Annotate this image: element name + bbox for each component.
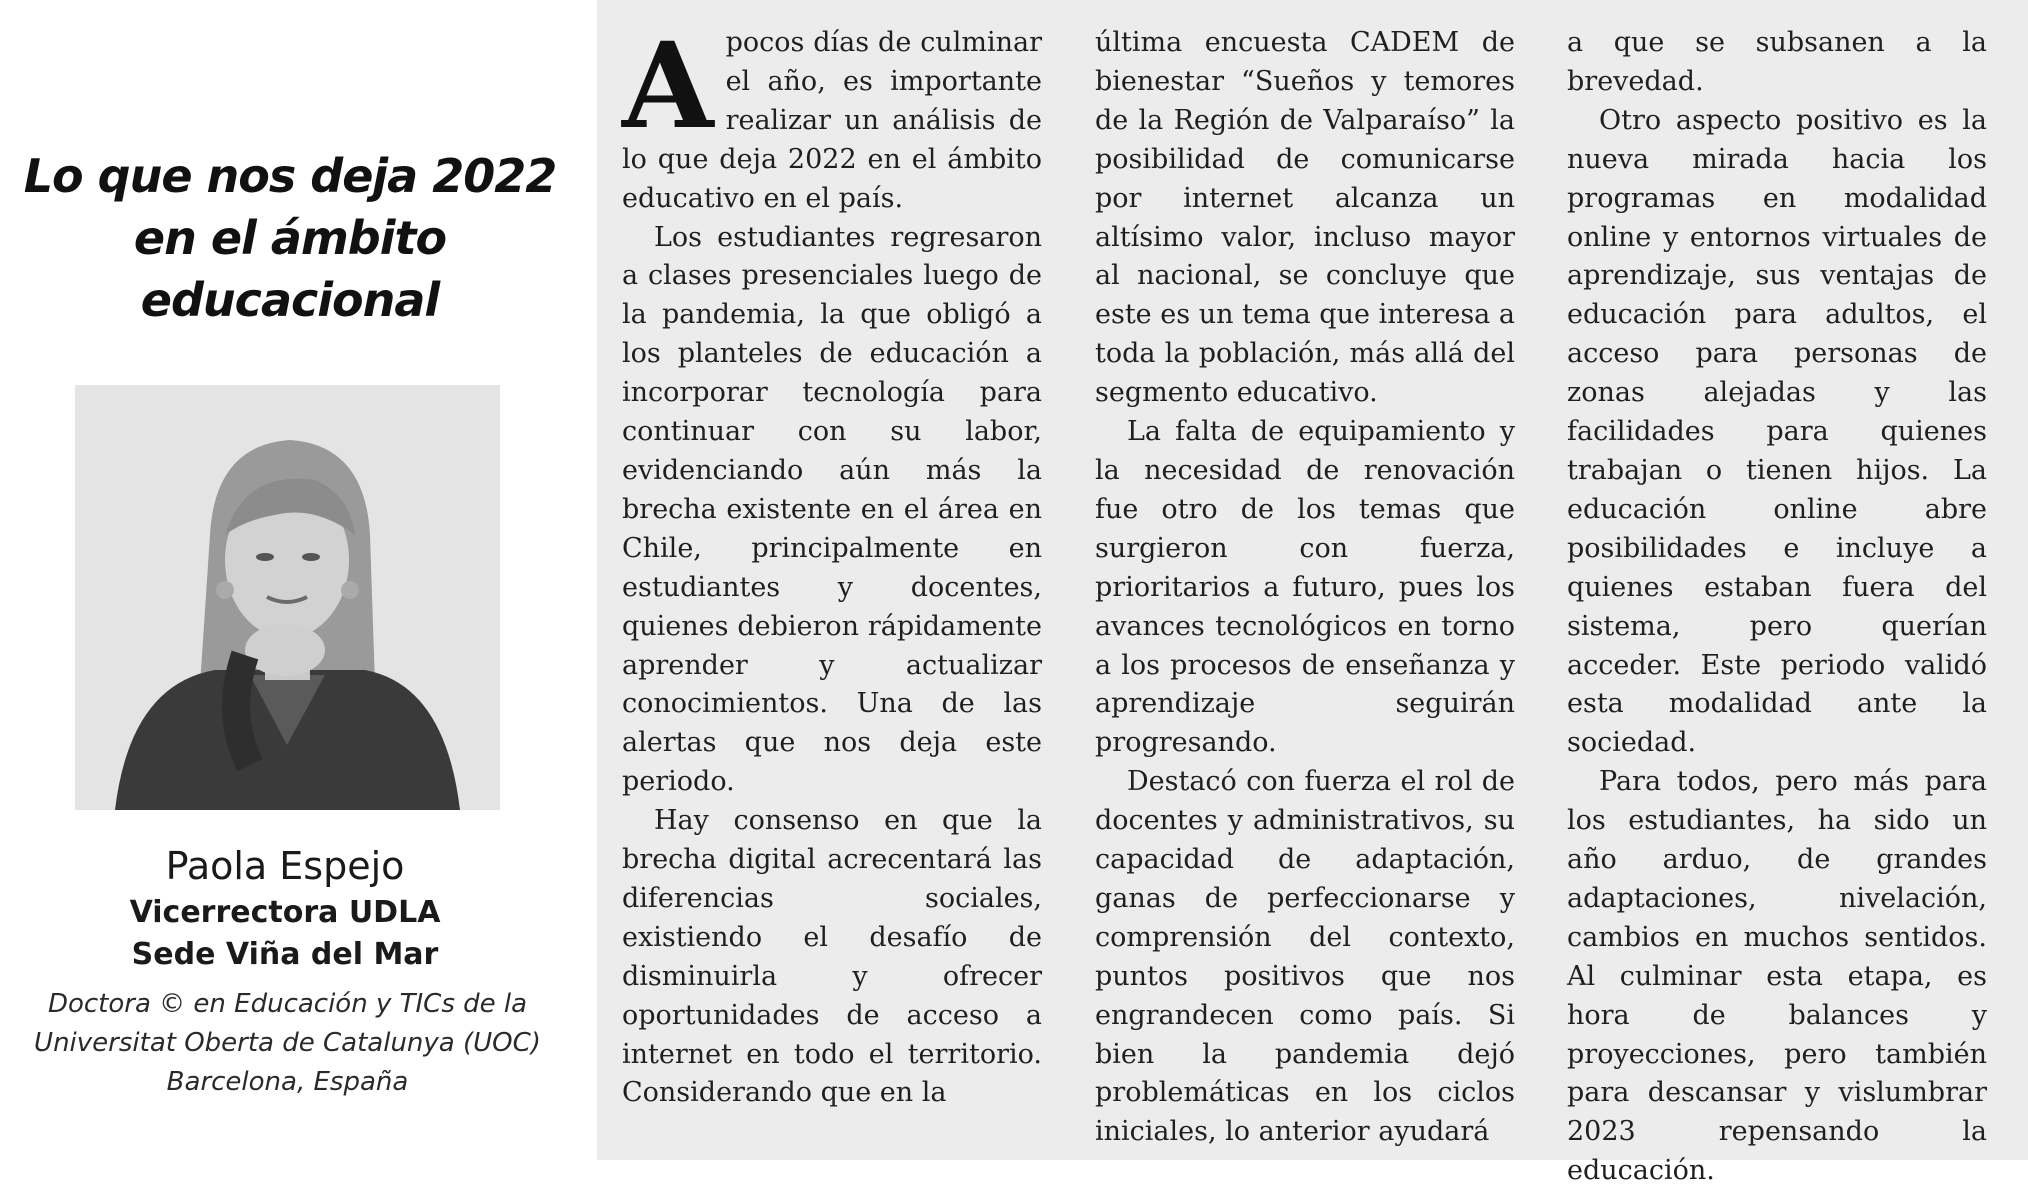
article-paragraph: Para todos, pero más para los estudiantes, ha sido un año arduo, de grandes adaptaciones, nivelación, cambios en muchos sentidos. Al culminar esta etapa, es hora de balances y proyecciones, pero también para descansar y vislumbrar 2023 repensando la educación. <box>1567 766 1987 1187</box>
headline: Lo que nos deja 2022 en el ámbito educacional <box>23 149 557 327</box>
sidebar-panel <box>0 0 590 1166</box>
drop-cap: A <box>622 16 714 155</box>
article-paragraph: La falta de equipamiento y la necesidad de renovación fue otro de los temas que surgieron con fuerza, prioritarios a futuro, pues los avances tecnológicos en torno a los procesos de enseñanza y aprendizaje seguirán progresando. <box>1095 416 1515 759</box>
article-paragraph: Hay consenso en que la brecha digital acrecentará las diferencias sociales, existiendo el desafío de disminuirla y ofrecer oportunidades de acceso a internet en todo el territorio. Considerando que en la <box>622 805 1042 1109</box>
author-portrait <box>75 385 500 810</box>
article-paragraph: Los estudiantes regresaron a clases presenciales luego de la pandemia, la que obligó a los planteles de educación a incorporar tecnología para continuar con su labor, evidenciando aún más la brecha existente en el área en Chile, principalmente en estudiantes y docentes, quienes debieron rápidamente aprender y actualizar conocimientos. Una de las alertas que nos deja este periodo. <box>622 221 1042 798</box>
article-column <box>1095 24 1515 1154</box>
article-column <box>622 16 1042 1154</box>
author-credentials: Doctora © en Educación y TICs de la Universitat Oberta de Catalunya (UOC) Barcelona, España <box>34 989 541 1097</box>
author-campus: Sede Viña del Mar <box>131 937 439 972</box>
article-paragraph: Otro aspecto positivo es la nueva mirada hacia los programas en modalidad online y entornos virtuales de aprendizaje, sus ventajas de educación para adultos, el acceso para personas de zonas alejadas y las facilidades para quienes trabajan o tienen hijos. La educación online abre posibilidades e incluye a quienes estaban fuera del sistema, pero querían acceder. Este periodo validó esta modalidad ante la sociedad. <box>1567 104 1987 759</box>
article-paragraph: Destacó con fuerza el rol de docentes y administrativos, su capacidad de adaptación, ganas de perfeccionarse y comprensión del contexto, puntos positivos que nos engrandecen como país. Si bien la pandemia dejó problemáticas en los ciclos iniciales, lo anterior ayudará <box>1095 766 1515 1148</box>
article-paragraph: última encuesta CADEM de bienestar “Sueños y temores de la Región de Valparaíso” la posibilidad de comunicarse por internet alcanza un altísimo valor, incluso mayor al nacional, se concluye que este es un tema que interesa a toda la población, más allá del segmento educativo. <box>1095 27 1515 409</box>
article-body <box>597 0 2028 1187</box>
article-paragraph: a que se subsanen a la brevedad. <box>1567 27 1987 97</box>
article-column <box>1567 24 1987 1187</box>
author-title: Vicerrectora UDLA <box>129 895 441 930</box>
portrait-illustration <box>75 385 500 810</box>
author-name: Paola Espejo <box>165 844 405 888</box>
article-paragraph: pocos días de culminar el año, es importante realizar un análisis de lo que deja 2022 en el ámbito educativo en el país. <box>622 27 1042 214</box>
